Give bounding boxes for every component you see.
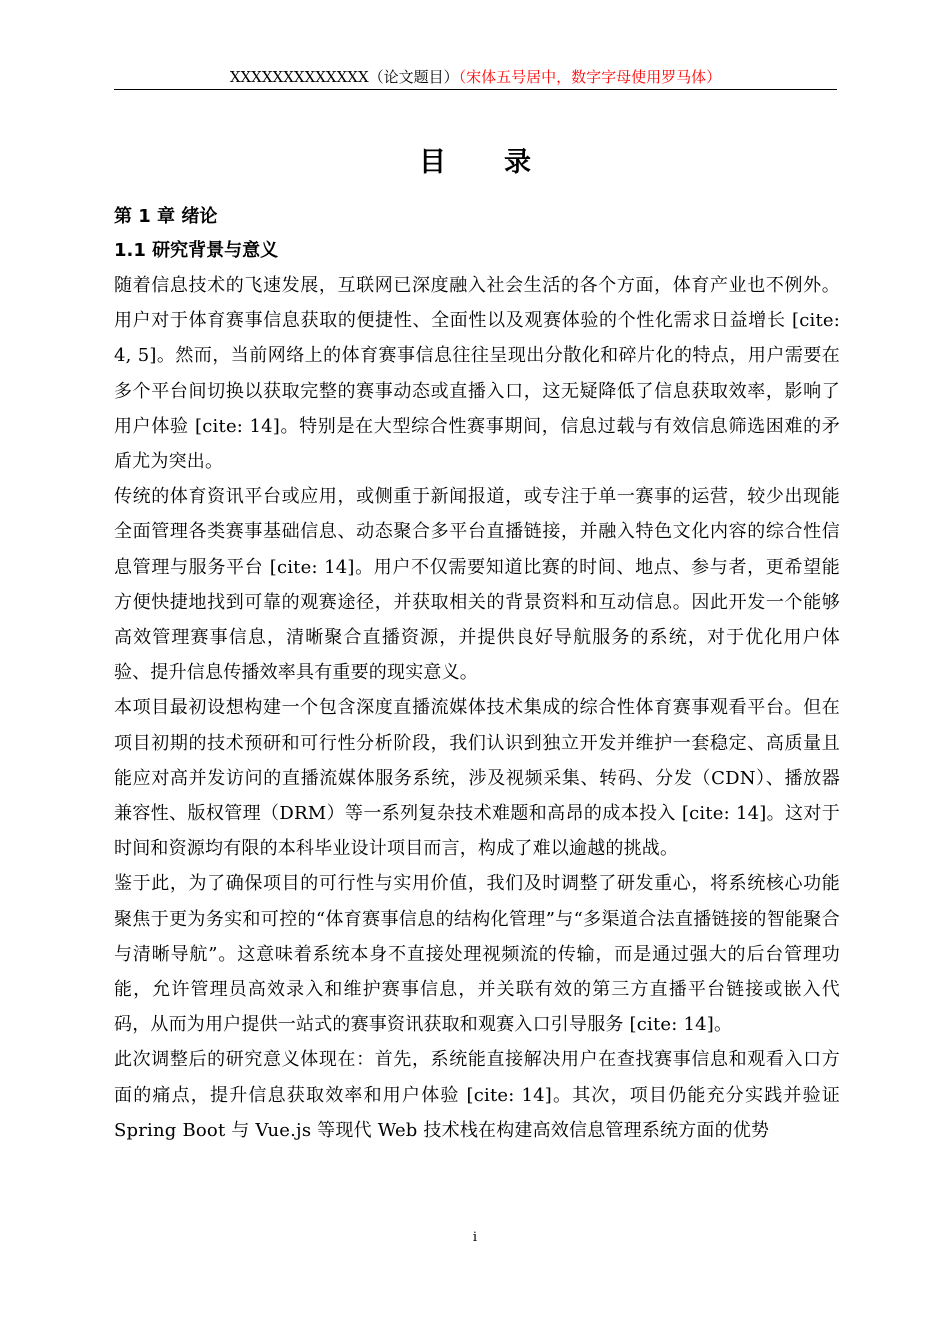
toc-title: 目 录 xyxy=(418,147,556,178)
paragraph-1: 随着信息技术的飞速发展，互联网已深度融入社会生活的各个方面，体育产业也不例外。用户对于体育赛事信息获取的便捷性、全面性以及观赛体验的个性化需求日益增长 [cite: 4, 5]。然而，当前网络上的体育赛事信息往往呈现出分散化和碎片化的特点，用户需要在多个平台间切换以获取完整的赛事动态或直播入口，这无疑降低了信息获取效率，影响了用户体验 [cite: 14]。特别是在大型综合性赛事期间，信息过载与有效信息筛选困难的矛盾尤为突出。 xyxy=(114,275,840,473)
section-heading: 1.1 研究背景与意义 xyxy=(114,240,279,261)
page-number: i xyxy=(472,1230,478,1245)
header-format-note: （宋体五号居中，数字字母使用罗马体） xyxy=(458,68,722,86)
paragraph-5: 此次调整后的研究意义体现在：首先，系统能直接解决用户在查找赛事信息和观看入口方面的痛点，提升信息获取效率和用户体验 [cite: 14]。其次，项目仍能充分实践并验证 Spring Boot 与 Vue.js 等现代 Web 技术栈在构建高效信息管理系统方面的优势 xyxy=(114,1049,840,1141)
body-text xyxy=(114,200,840,1148)
paragraph-3: 本项目最初设想构建一个包含深度直播流媒体技术集成的综合性体育赛事观看平台。但在项目初期的技术预研和可行性分析阶段，我们认识到独立开发并维护一套稳定、高质量且能应对高并发访问的直播流媒体服务系统，涉及视频采集、转码、分发（CDN）、播放器兼容性、版权管理（DRM）等一系列复杂技术难题和高昂的成本投入 [cite: 14]。这对于时间和资源均有限的本科毕业设计项目而言，构成了难以逾越的挑战。 xyxy=(114,697,840,860)
chapter-heading: 第 1 章 绪论 xyxy=(114,206,218,227)
paragraph-4: 鉴于此，为了确保项目的可行性与实用价值，我们及时调整了研发重心，将系统核心功能聚焦于更为务实和可控的“体育赛事信息的结构化管理”与“多渠道合法直播链接的智能聚合与清晰导航”。这意味着系统本身不直接处理视频流的传输，而是通过强大的后台管理功能，允许管理员高效录入和维护赛事信息，并关联有效的第三方直播平台链接或嵌入代码，从而为用户提供一站式的赛事资讯获取和观赛入口引导服务 [cite: 14]。 xyxy=(114,873,840,1036)
header-title-placeholder: XXXXXXXXXXXXX（论文题目） xyxy=(229,68,459,86)
paragraph-2: 传统的体育资讯平台或应用，或侧重于新闻报道，或专注于单一赛事的运营，较少出现能全面管理各类赛事基础信息、动态聚合多平台直播链接，并融入特色文化内容的综合性信息管理与服务平台 [cite: 14]。用户不仅需要知道比赛的时间、地点、参与者，更希望能方便快捷地找到可靠的观赛途径，并获取相关的背景资料和互动信息。因此开发一个能够高效管理赛事信息，清晰聚合直播资源，并提供良好导航服务的系统，对于优化用户体验、提升信息传播效率具有重要的现实意义。 xyxy=(114,486,840,684)
running-header xyxy=(114,66,837,90)
